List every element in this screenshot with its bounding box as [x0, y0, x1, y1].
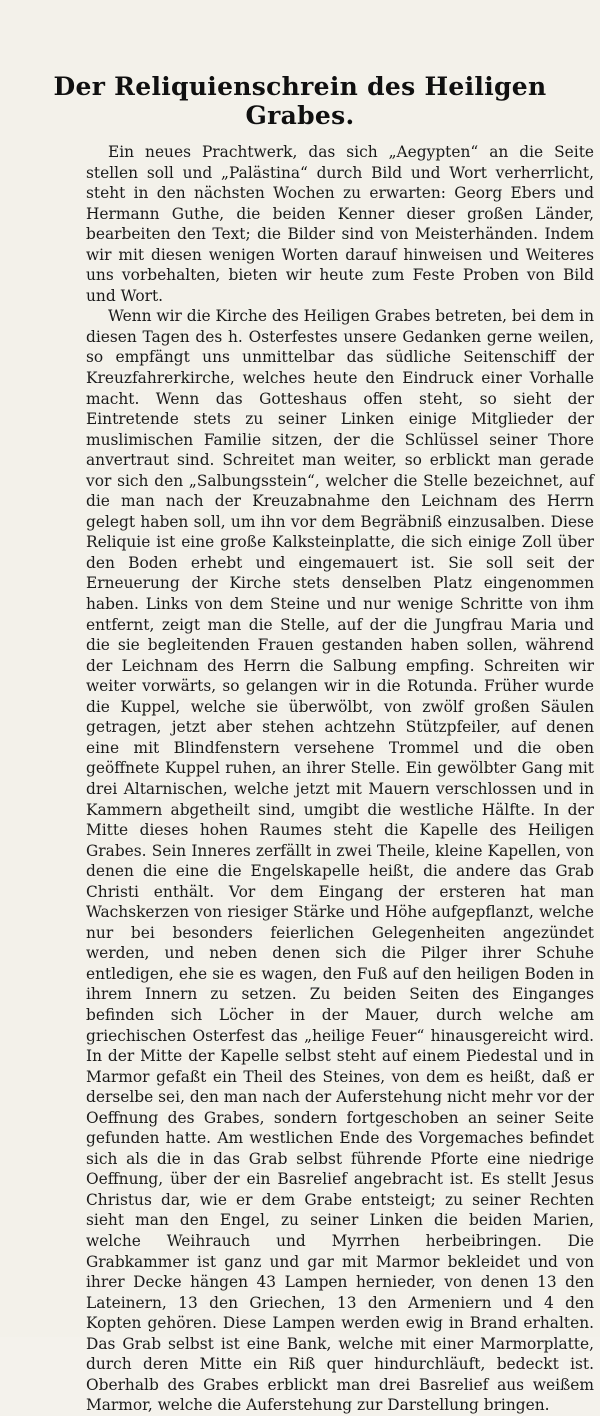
paragraph-main: Wenn wir die Kirche des Heiligen Grabes betreten, bei dem in diesen Tagen des h. Osterfestes unsere Gedanken gerne weilen, so empfängt uns unmittelbar das südliche Seitenschiff der Kreuzfahrerkirche, welches heute den Eindruck einer Vorhalle macht. Wenn das Gotteshaus offen steht, so sieht der Eintretende stets zu seiner Linken einige Mitglieder der muslimischen Familie sitzen, der die Schlüssel seiner Thore anvertraut sind. Schreitet man weiter, so erblickt man gerade vor sich den „Salbungsstein“, welcher die Stelle bezeichnet, auf die man nach der Kreuzabnahme den Leichnam des Herrn gelegt haben soll, um ihn vor dem Begräbniß einzusalben. Diese Reliquie ist eine große Kalksteinplatte, die sich einige Zoll über den Boden erhebt und eingemauert ist. Sie soll seit der Erneuerung der Kirche stets denselben Platz eingenommen haben. Links von dem Steine und nur wenige Schritte von ihm entfernt, zeigt man die Stelle, auf der die Jungfrau Maria und die sie begleitenden Frauen gestanden haben sollen, während der Leichnam des Herrn die Salbung empfing. Schreiten wir weiter vorwärts, so gelangen wir in die Rotunda. Früher wurde die Kuppel, welche sie überwölbt, von zwölf großen Säulen getragen, jetzt aber stehen achtzehn Stützpfeiler, auf denen eine mit Blindfenstern versehene Trommel und die oben geöffnete Kuppel ruhen, an ihrer Stelle. Ein gewölbter Gang mit drei Altarnischen, welche jetzt mit Mauern verschlossen und in Kammern abgetheilt sind, umgibt die westliche Hälfte. In der Mitte dieses hohen Raumes steht die Kapelle des Heiligen Grabes. Sein Inneres zerfällt in zwei Theile, kleine Kapellen, von denen die eine die Engelskapelle heißt, die andere das Grab Christi enthält. Vor dem Eingang der ersteren hat man Wachskerzen von riesiger Stärke und Höhe aufgepflanzt, welche nur bei besonders feierlichen Gelegenheiten angezündet werden, und neben denen sich die Pilger ihrer Schuhe entledigen, ehe sie es wagen, den Fuß auf den heiligen Boden in ihrem Innern zu setzen. Zu beiden Seiten des Einganges befinden sich Löcher in der Mauer, durch welche am griechischen Osterfest das „heilige Feuer“ hinausgereicht wird. In der Mitte der Kapelle selbst steht auf einem Piedestal und in Marmor gefaßt ein Theil des Steines, von dem es heißt, daß er derselbe sei, den man nach der Auferstehung nicht mehr vor der Oeffnung des Grabes, sondern fortgeschoben an seiner Seite gefunden hatte. Am westlichen Ende des Vorgemaches befindet sich als die in das Grab selbst führende Pforte eine niedrige Oeffnung, über der ein Basrelief angebracht ist. Es stellt Jesus Christus dar, wie er dem Grabe entsteigt; zu seiner Rechten sieht man den Engel, zu seiner Linken die beiden Marien, welche Weihrauch und Myrrhen herbeibringen. Die Grabkammer ist ganz und gar mit Marmor bekleidet und von ihrer Decke hängen 43 Lampen hernieder, von denen 13 den Lateinern, 13 den Griechen, 13 den Armeniern und 4 den Kopten gehören. Diese Lampen werden ewig in Brand erhalten. Das Grab selbst ist eine Bank, welche mit einer Marmorplatte, durch deren Mitte ein Riß quer hindurchläuft, bedeckt ist. Oberhalb des Grabes erblickt man drei Basrelief aus weißem Marmor, welche die Auferstehung zur Darstellung bringen.	[86, 307, 594, 1415]
paragraph-intro: Ein neues Prachtwerk, das sich „Aegypten“ an die Seite stellen soll und „Palästina“ durch Bild und Wort verherrlicht, steht in den nächsten Wochen zu erwarten: Georg Ebers und Hermann Guthe, die beiden Kenner dieser großen Länder, bearbeiten den Text; die Bilder sind von Meisterhänden. Indem wir mit diesen wenigen Worten darauf hinweisen und Weiteres uns vorbehalten, bieten wir heute zum Feste Proben von Bild und Wort.	[86, 143, 594, 305]
article-title: Der Reliquienschrein des Heiligen Grabes.	[53, 72, 547, 130]
article-body	[86, 142, 594, 1416]
